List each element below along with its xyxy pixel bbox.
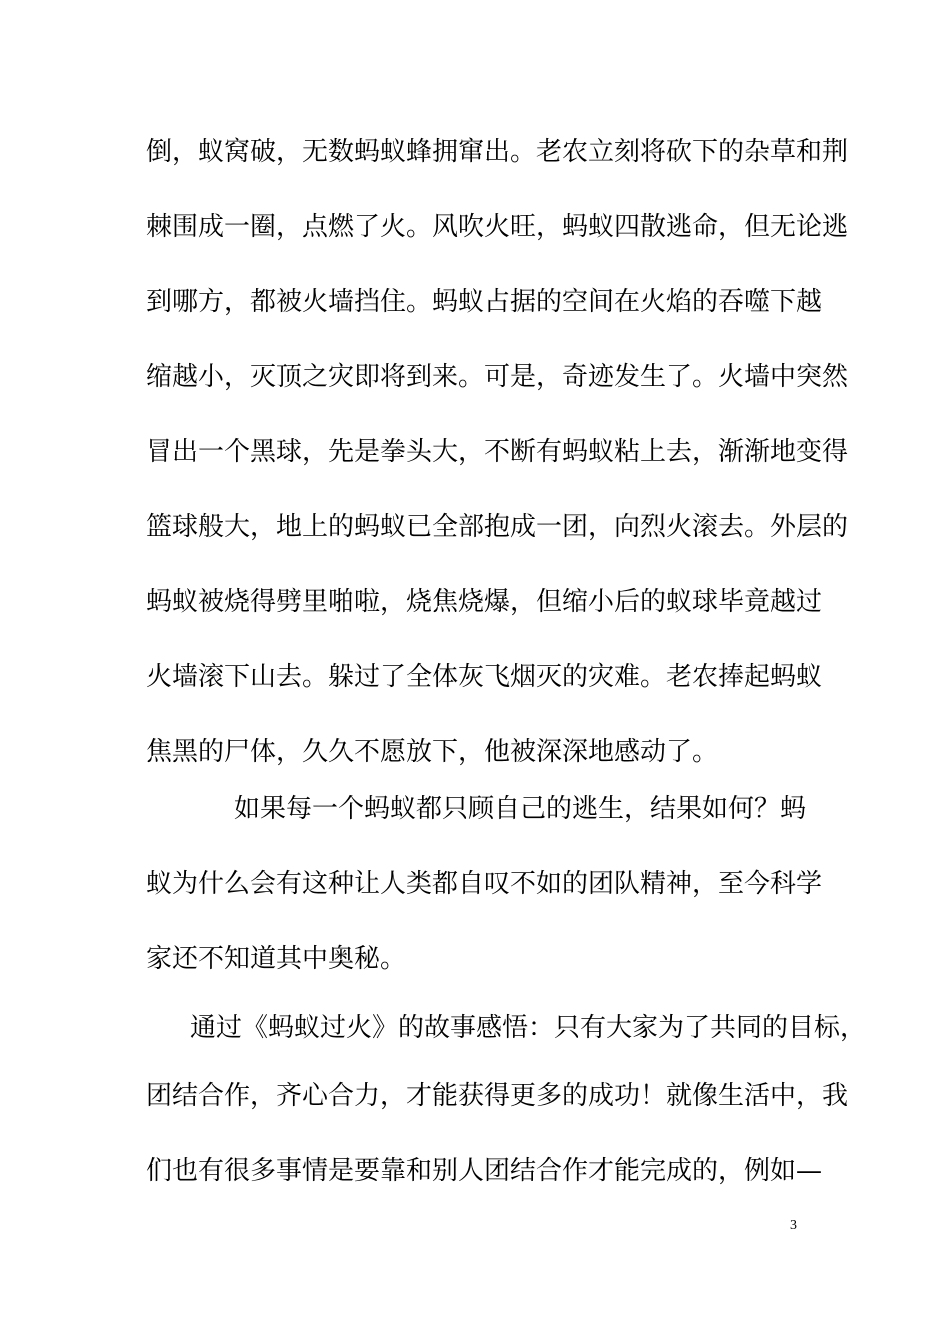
text-line: 棘围成一圈，点燃了火。风吹火旺，蚂蚁四散逃命，但无论逃 xyxy=(146,212,849,242)
text-line: 冒出一个黑球，先是拳头大，不断有蚂蚁粘上去，渐渐地变得 xyxy=(146,437,849,467)
text-line: 篮球般大，地上的蚂蚁已全部抱成一团，向烈火滚去。外层的 xyxy=(146,512,849,542)
text-line: 家还不知道其中奥秘。 xyxy=(146,944,407,974)
text-line: 们也有很多事情是要靠和别人团结合作才能完成的，例如— xyxy=(146,1156,823,1186)
text-line: 倒，蚁窝破，无数蚂蚁蜂拥窜出。老农立刻将砍下的杂草和荆 xyxy=(146,137,849,167)
page-number: 3 xyxy=(790,1218,797,1233)
text-line: 焦黑的尸体，久久不愿放下，他被深深地感动了。 xyxy=(146,737,719,767)
text-line: 团结合作，齐心合力，才能获得更多的成功！就像生活中，我 xyxy=(146,1081,849,1111)
text-line: 如果每一个蚂蚁都只顾自己的逃生，结果如何？蚂 xyxy=(234,794,807,824)
text-line: 缩越小，灭顶之灾即将到来。可是，奇迹发生了。火墙中突然 xyxy=(146,362,849,392)
text-line: 蚂蚁被烧得劈里啪啦，烧焦烧爆，但缩小后的蚁球毕竟越过 xyxy=(146,587,823,617)
text-line: 蚁为什么会有这种让人类都自叹不如的团队精神，至今科学 xyxy=(146,869,823,899)
text-line: 到哪方，都被火墙挡住。蚂蚁占据的空间在火焰的吞噬下越 xyxy=(146,287,823,317)
text-line: 火墙滚下山去。躲过了全体灰飞烟灭的灾难。老农捧起蚂蚁 xyxy=(146,662,823,692)
text-line: 通过《蚂蚁过火》的故事感悟：只有大家为了共同的目标， xyxy=(190,1013,867,1043)
